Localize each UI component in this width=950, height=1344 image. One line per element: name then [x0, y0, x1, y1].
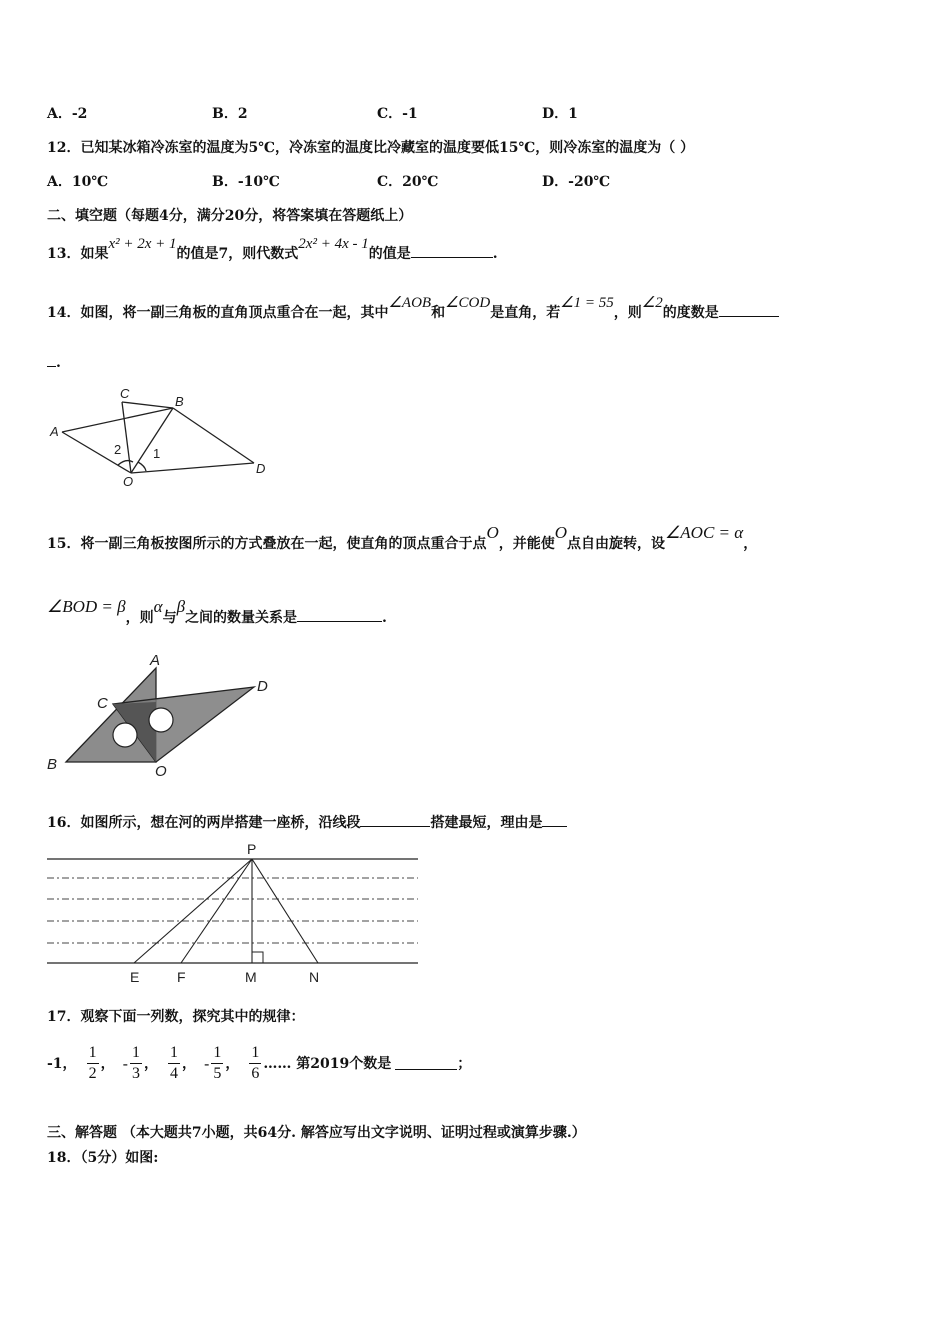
label-b: B	[175, 394, 184, 409]
label-n: N	[309, 969, 320, 985]
fraction-term	[249, 1043, 261, 1084]
sequence-tail: …… 第2019个数是	[263, 1056, 392, 1072]
question-18: 18．（5分）如图:	[47, 1150, 159, 1166]
label-b: B	[47, 756, 58, 773]
sequence-end: ；	[457, 1056, 472, 1072]
label-angle-2: 2	[114, 442, 122, 457]
label-c: C	[97, 695, 108, 712]
term-separator: ，	[225, 1056, 240, 1072]
fraction-term	[130, 1043, 142, 1084]
segment-pf	[181, 859, 252, 963]
label-c: C	[120, 386, 130, 401]
question-12: 12．已知某冰箱冷冻室的温度为5℃，冷冻室的温度比冷藏室的温度要低15℃，则冷冻室的温度为（ ）	[47, 140, 695, 156]
fraction-denominator: 2	[88, 1064, 97, 1082]
label-angle-1: 1	[153, 446, 161, 461]
option-c: C．20℃	[377, 174, 439, 190]
sequence-start: -1，	[47, 1056, 77, 1072]
label-p: P	[247, 841, 257, 857]
fraction-numerator: 1	[131, 1043, 140, 1061]
label-m: M	[245, 969, 257, 985]
label-f: F	[177, 969, 186, 985]
term-separator: ，	[100, 1056, 115, 1072]
question-17: 17．观察下面一列数，探究其中的规律：	[47, 1009, 305, 1025]
term-sign: -	[122, 1053, 128, 1073]
option-b: B．-10℃	[212, 174, 280, 190]
section-heading: 三、解答题 （本大题共7小题，共64分. 解答应写出文字说明、证明过程或演算步骤.）	[47, 1125, 586, 1141]
option-a: A．10℃	[47, 174, 109, 190]
option-a: A．-2	[47, 106, 88, 122]
option-d: D．1	[542, 106, 578, 122]
label-e: E	[130, 969, 140, 985]
question-14: 14．如图，将一副三角板的直角顶点重合在一起，其中∠AOB和∠COD是直角，若∠1 = 55，则∠2的度数是	[47, 302, 779, 322]
math-expression: 2x² + 4x - 1	[298, 236, 369, 252]
label-a: A	[150, 652, 161, 669]
question-16: 16．如图所示，想在河的两岸搭建一座桥，沿线段 搭建最短，理由是	[47, 812, 567, 832]
fraction-numerator: 1	[88, 1043, 97, 1061]
term-sign: -	[203, 1053, 210, 1073]
fraction-term	[168, 1043, 180, 1084]
fraction-numerator: 1	[213, 1043, 222, 1061]
sequence-row	[47, 1040, 471, 1086]
right-angle-mark	[252, 952, 263, 963]
term-separator: ，	[181, 1056, 196, 1072]
section-heading: 二、填空题（每题4分，满分20分，将答案填在答题纸上）	[47, 208, 413, 224]
question-13: 13．如果x² + 2x + 1的值是7，则代数式2x² + 4x - 1的值是 .	[47, 236, 498, 262]
label-d: D	[257, 678, 268, 695]
math-expression: x² + 2x + 1	[108, 236, 177, 252]
fraction-numerator: 1	[251, 1043, 260, 1061]
label-d: D	[256, 461, 266, 476]
term-separator: ，	[143, 1056, 158, 1072]
fraction-numerator: 1	[169, 1043, 178, 1061]
segment-pn	[252, 859, 318, 963]
sequence-terms	[77, 1043, 264, 1084]
label-o: O	[155, 763, 167, 780]
segment-pe	[134, 859, 252, 963]
answer-blank[interactable]	[395, 1057, 457, 1070]
question-14-blank-end: .	[47, 354, 61, 371]
fraction-denominator: 6	[251, 1064, 260, 1082]
option-b: B．2	[212, 106, 248, 122]
option-d: D．-20℃	[542, 174, 611, 190]
fraction-term	[87, 1043, 99, 1084]
fraction-term	[211, 1043, 223, 1084]
label-a: A	[50, 424, 59, 439]
question-15: 15．将一副三角板按图所示的方式叠放在一起，使直角的顶点重合于点O，并能使O点自由旋转，设∠AOC = α，	[47, 523, 758, 552]
option-c: C．-1	[377, 106, 418, 122]
fraction-denominator: 4	[169, 1064, 178, 1082]
label-o: O	[123, 474, 134, 489]
fraction-denominator: 5	[213, 1064, 222, 1082]
fraction-denominator: 3	[131, 1064, 140, 1082]
question-15-line2: ∠BOD = β，则α与β之间的数量关系是 .	[47, 597, 387, 626]
